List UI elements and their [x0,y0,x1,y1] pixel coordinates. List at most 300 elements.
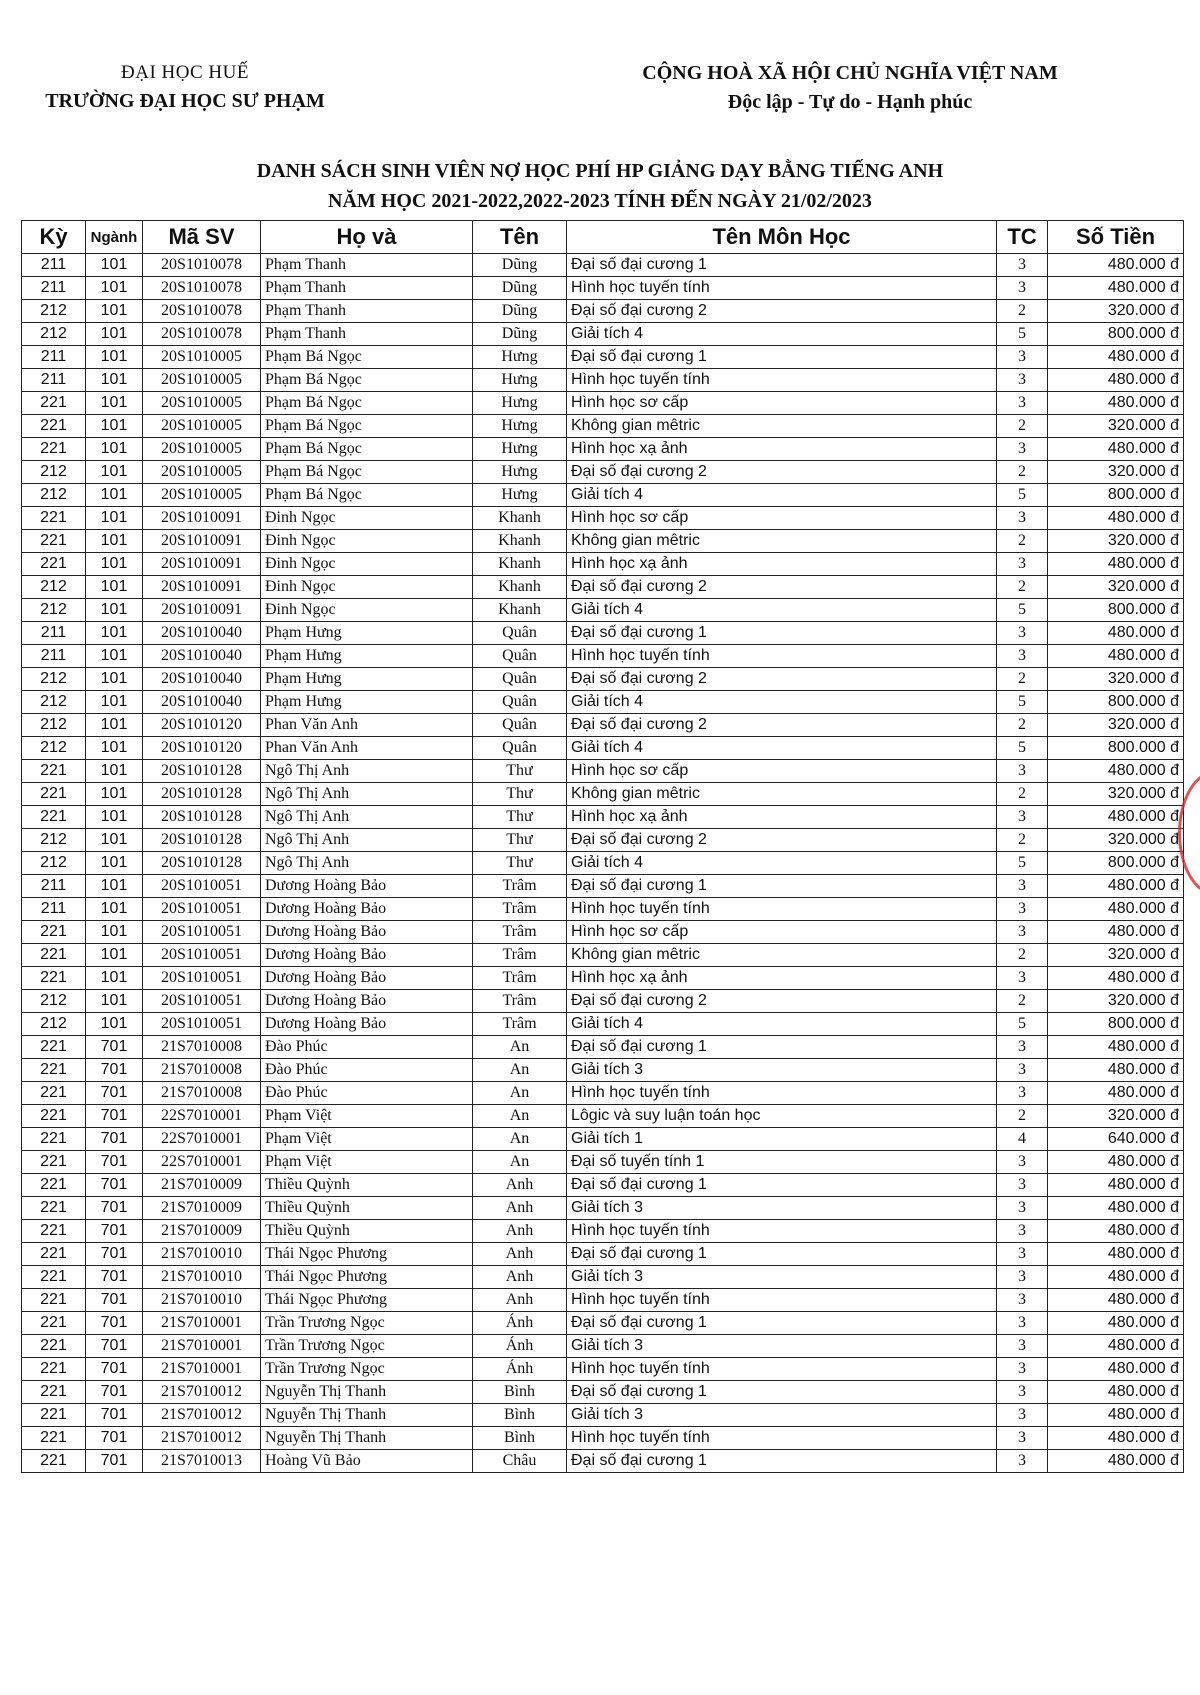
cell-ho-va: Thái Ngọc Phương [261,1289,473,1312]
cell-mon-hoc: Không gian mêtric [567,530,997,553]
cell-ho-va: Phạm Bá Ngọc [261,415,473,438]
cell-nganh: 701 [86,1174,143,1197]
cell-so-tien: 480.000 đ [1048,1220,1184,1243]
cell-mon-hoc: Giải tích 3 [567,1335,997,1358]
cell-ma-sv: 21S7010001 [143,1312,261,1335]
cell-ten: Thư [473,760,567,783]
cell-so-tien: 480.000 đ [1048,1358,1184,1381]
cell-nganh: 101 [86,875,143,898]
cell-nganh: 701 [86,1335,143,1358]
cell-ho-va: Thái Ngọc Phương [261,1243,473,1266]
cell-mon-hoc: Đại số đại cương 2 [567,576,997,599]
cell-tc: 5 [997,1013,1048,1036]
table-row [22,461,1184,484]
cell-mon-hoc: Giải tích 4 [567,691,997,714]
cell-ten: An [473,1128,567,1151]
table-row [22,1059,1184,1082]
cell-nganh: 101 [86,714,143,737]
cell-ky: 221 [22,1128,86,1151]
cell-ky: 212 [22,990,86,1013]
cell-mon-hoc: Đại số đại cương 2 [567,668,997,691]
cell-ky: 221 [22,1220,86,1243]
cell-ky: 221 [22,1059,86,1082]
cell-tc: 2 [997,530,1048,553]
cell-ho-va: Thiều Quỳnh [261,1174,473,1197]
cell-nganh: 701 [86,1358,143,1381]
cell-so-tien: 800.000 đ [1048,484,1184,507]
cell-nganh: 101 [86,461,143,484]
cell-ten: Hưng [473,369,567,392]
cell-so-tien: 480.000 đ [1048,1289,1184,1312]
cell-ma-sv: 20S1010078 [143,277,261,300]
cell-mon-hoc: Đại số đại cương 2 [567,461,997,484]
table-row [22,668,1184,691]
cell-ten: Ánh [473,1335,567,1358]
cell-ten: Anh [473,1174,567,1197]
cell-nganh: 101 [86,553,143,576]
cell-ho-va: Dương Hoàng Bảo [261,1013,473,1036]
cell-ten: Trâm [473,921,567,944]
cell-ho-va: Ngô Thị Anh [261,829,473,852]
cell-tc: 3 [997,967,1048,990]
cell-tc: 5 [997,484,1048,507]
cell-so-tien: 320.000 đ [1048,576,1184,599]
cell-ma-sv: 21S7010008 [143,1082,261,1105]
cell-so-tien: 480.000 đ [1048,806,1184,829]
cell-tc: 3 [997,1151,1048,1174]
cell-ky: 221 [22,921,86,944]
cell-ho-va: Phạm Việt [261,1151,473,1174]
cell-so-tien: 320.000 đ [1048,990,1184,1013]
cell-so-tien: 320.000 đ [1048,944,1184,967]
cell-ma-sv: 20S1010051 [143,967,261,990]
cell-nganh: 101 [86,415,143,438]
cell-tc: 3 [997,1358,1048,1381]
cell-mon-hoc: Đại số đại cương 2 [567,990,997,1013]
cell-ky: 221 [22,1105,86,1128]
cell-ho-va: Phan Văn Anh [261,714,473,737]
cell-so-tien: 320.000 đ [1048,1105,1184,1128]
cell-ten: Trâm [473,990,567,1013]
cell-so-tien: 320.000 đ [1048,714,1184,737]
cell-tc: 3 [997,346,1048,369]
cell-nganh: 101 [86,921,143,944]
cell-tc: 3 [997,760,1048,783]
cell-ma-sv: 20S1010091 [143,530,261,553]
cell-ma-sv: 21S7010001 [143,1358,261,1381]
cell-ho-va: Phạm Bá Ngọc [261,392,473,415]
cell-tc: 5 [997,323,1048,346]
cell-ky: 221 [22,1335,86,1358]
cell-so-tien: 480.000 đ [1048,622,1184,645]
cell-ky: 212 [22,668,86,691]
cell-ho-va: Đinh Ngọc [261,576,473,599]
cell-nganh: 701 [86,1036,143,1059]
cell-ky: 221 [22,1289,86,1312]
cell-so-tien: 320.000 đ [1048,461,1184,484]
cell-ho-va: Đào Phúc [261,1059,473,1082]
cell-ma-sv: 20S1010051 [143,944,261,967]
cell-ky: 221 [22,530,86,553]
cell-tc: 3 [997,1059,1048,1082]
cell-tc: 3 [997,507,1048,530]
cell-tc: 3 [997,1404,1048,1427]
cell-ten: Anh [473,1197,567,1220]
cell-mon-hoc: Hình học xạ ảnh [567,806,997,829]
cell-ho-va: Phạm Bá Ngọc [261,461,473,484]
cell-so-tien: 480.000 đ [1048,1335,1184,1358]
national-header [590,62,1110,114]
cell-nganh: 701 [86,1082,143,1105]
cell-nganh: 101 [86,300,143,323]
cell-ho-va: Phạm Bá Ngọc [261,438,473,461]
cell-mon-hoc: Đại số đại cương 1 [567,1450,997,1473]
cell-ma-sv: 21S7010013 [143,1450,261,1473]
cell-ky: 211 [22,369,86,392]
cell-ky: 212 [22,484,86,507]
cell-tc: 3 [997,806,1048,829]
cell-nganh: 101 [86,323,143,346]
cell-ho-va: Hoàng Vũ Bảo [261,1450,473,1473]
cell-nganh: 101 [86,645,143,668]
cell-ky: 221 [22,1358,86,1381]
cell-ho-va: Phạm Hưng [261,645,473,668]
cell-ho-va: Ngô Thị Anh [261,806,473,829]
cell-ky: 221 [22,1266,86,1289]
table-row [22,277,1184,300]
cell-so-tien: 480.000 đ [1048,1266,1184,1289]
cell-ma-sv: 20S1010005 [143,415,261,438]
cell-ma-sv: 22S7010001 [143,1151,261,1174]
cell-ten: Khanh [473,576,567,599]
cell-ky: 221 [22,806,86,829]
table-row [22,1105,1184,1128]
cell-ho-va: Phạm Bá Ngọc [261,346,473,369]
cell-ten: Anh [473,1266,567,1289]
table-row [22,1174,1184,1197]
cell-ma-sv: 20S1010051 [143,990,261,1013]
cell-ma-sv: 20S1010120 [143,737,261,760]
cell-ma-sv: 21S7010009 [143,1220,261,1243]
cell-mon-hoc: Đại số đại cương 1 [567,622,997,645]
cell-tc: 3 [997,898,1048,921]
cell-ten: An [473,1036,567,1059]
cell-nganh: 701 [86,1266,143,1289]
cell-ho-va: Nguyễn Thị Thanh [261,1381,473,1404]
cell-ten: Bình [473,1381,567,1404]
col-header-ky: Kỳ [22,221,86,254]
cell-mon-hoc: Đại số đại cương 2 [567,714,997,737]
cell-mon-hoc: Không gian mêtric [567,944,997,967]
table-row [22,1036,1184,1059]
table-row [22,1197,1184,1220]
cell-ky: 212 [22,300,86,323]
cell-nganh: 101 [86,898,143,921]
cell-tc: 3 [997,438,1048,461]
cell-ma-sv: 20S1010051 [143,1013,261,1036]
table-row [22,1289,1184,1312]
cell-tc: 2 [997,714,1048,737]
cell-tc: 3 [997,1335,1048,1358]
cell-ma-sv: 21S7010012 [143,1381,261,1404]
cell-so-tien: 480.000 đ [1048,1427,1184,1450]
cell-ho-va: Đào Phúc [261,1082,473,1105]
cell-mon-hoc: Giải tích 4 [567,484,997,507]
table-row [22,1266,1184,1289]
cell-ma-sv: 20S1010128 [143,783,261,806]
cell-ma-sv: 20S1010040 [143,645,261,668]
cell-ma-sv: 20S1010091 [143,553,261,576]
cell-ten: Trâm [473,1013,567,1036]
cell-ma-sv: 21S7010009 [143,1197,261,1220]
cell-mon-hoc: Hình học sơ cấp [567,921,997,944]
cell-nganh: 101 [86,576,143,599]
cell-mon-hoc: Giải tích 3 [567,1197,997,1220]
cell-ten: Quân [473,691,567,714]
cell-ten: Anh [473,1289,567,1312]
cell-so-tien: 800.000 đ [1048,852,1184,875]
cell-ten: Châu [473,1450,567,1473]
cell-nganh: 101 [86,668,143,691]
cell-ma-sv: 20S1010078 [143,323,261,346]
cell-mon-hoc: Hình học sơ cấp [567,507,997,530]
cell-ten: Khanh [473,507,567,530]
cell-mon-hoc: Giải tích 3 [567,1266,997,1289]
cell-mon-hoc: Hình học tuyến tính [567,1220,997,1243]
cell-mon-hoc: Hình học sơ cấp [567,392,997,415]
cell-ky: 211 [22,898,86,921]
cell-ho-va: Phạm Hưng [261,622,473,645]
cell-so-tien: 480.000 đ [1048,898,1184,921]
cell-ma-sv: 21S7010008 [143,1059,261,1082]
cell-so-tien: 320.000 đ [1048,415,1184,438]
cell-ten: Dũng [473,254,567,277]
cell-so-tien: 480.000 đ [1048,1450,1184,1473]
issuer-header [20,62,350,113]
cell-ky: 212 [22,691,86,714]
cell-ma-sv: 21S7010009 [143,1174,261,1197]
cell-tc: 3 [997,1381,1048,1404]
cell-ho-va: Phạm Thanh [261,254,473,277]
cell-ma-sv: 20S1010128 [143,829,261,852]
cell-nganh: 101 [86,484,143,507]
table-row [22,852,1184,875]
cell-ho-va: Trần Trương Ngọc [261,1358,473,1381]
cell-ky: 221 [22,783,86,806]
cell-tc: 3 [997,1427,1048,1450]
table-row [22,530,1184,553]
cell-ma-sv: 22S7010001 [143,1105,261,1128]
cell-ten: Trâm [473,875,567,898]
cell-ma-sv: 20S1010078 [143,300,261,323]
cell-nganh: 701 [86,1197,143,1220]
cell-nganh: 101 [86,967,143,990]
cell-ten: Trâm [473,944,567,967]
cell-ten: Bình [473,1427,567,1450]
table-row [22,553,1184,576]
cell-nganh: 701 [86,1059,143,1082]
table-row [22,1404,1184,1427]
cell-mon-hoc: Giải tích 3 [567,1059,997,1082]
cell-ten: Dũng [473,277,567,300]
cell-ten: Hưng [473,346,567,369]
cell-so-tien: 480.000 đ [1048,1312,1184,1335]
cell-so-tien: 480.000 đ [1048,1036,1184,1059]
cell-tc: 4 [997,1128,1048,1151]
cell-ho-va: Dương Hoàng Bảo [261,944,473,967]
cell-ma-sv: 21S7010008 [143,1036,261,1059]
cell-ky: 221 [22,438,86,461]
cell-ten: Thư [473,852,567,875]
cell-ho-va: Phạm Hưng [261,668,473,691]
cell-ky: 221 [22,1197,86,1220]
cell-tc: 5 [997,691,1048,714]
cell-ky: 221 [22,392,86,415]
cell-nganh: 101 [86,760,143,783]
cell-ky: 221 [22,1312,86,1335]
cell-nganh: 101 [86,737,143,760]
cell-ky: 212 [22,576,86,599]
cell-mon-hoc: Lôgic và suy luận toán học [567,1105,997,1128]
table-row [22,300,1184,323]
cell-ten: Dũng [473,300,567,323]
table-row [22,392,1184,415]
cell-so-tien: 480.000 đ [1048,369,1184,392]
cell-ky: 212 [22,714,86,737]
cell-ky: 211 [22,254,86,277]
cell-mon-hoc: Đại số đại cương 1 [567,1381,997,1404]
col-header-so-tien: Số Tiền [1048,221,1184,254]
cell-so-tien: 800.000 đ [1048,599,1184,622]
table-row [22,1128,1184,1151]
cell-nganh: 101 [86,783,143,806]
cell-ho-va: Phan Văn Anh [261,737,473,760]
cell-ky: 212 [22,323,86,346]
cell-so-tien: 480.000 đ [1048,967,1184,990]
cell-ten: Anh [473,1243,567,1266]
cell-tc: 3 [997,369,1048,392]
cell-nganh: 101 [86,622,143,645]
cell-so-tien: 480.000 đ [1048,1059,1184,1082]
cell-mon-hoc: Giải tích 4 [567,852,997,875]
cell-ho-va: Đinh Ngọc [261,553,473,576]
cell-ten: Khanh [473,553,567,576]
cell-ho-va: Đinh Ngọc [261,530,473,553]
cell-mon-hoc: Hình học tuyến tính [567,369,997,392]
cell-mon-hoc: Giải tích 4 [567,599,997,622]
cell-tc: 2 [997,1105,1048,1128]
table-row [22,921,1184,944]
cell-mon-hoc: Giải tích 1 [567,1128,997,1151]
cell-nganh: 101 [86,944,143,967]
cell-mon-hoc: Đại số đại cương 2 [567,300,997,323]
cell-ky: 211 [22,346,86,369]
cell-tc: 2 [997,944,1048,967]
cell-nganh: 701 [86,1289,143,1312]
col-header-nganh: Ngành [86,221,143,254]
cell-nganh: 101 [86,691,143,714]
cell-ho-va: Thiều Quỳnh [261,1197,473,1220]
cell-ma-sv: 20S1010051 [143,921,261,944]
cell-tc: 5 [997,852,1048,875]
cell-ho-va: Dương Hoàng Bảo [261,875,473,898]
cell-tc: 3 [997,553,1048,576]
cell-so-tien: 800.000 đ [1048,323,1184,346]
table-row [22,1082,1184,1105]
cell-ma-sv: 20S1010040 [143,668,261,691]
cell-ten: Thư [473,829,567,852]
cell-tc: 3 [997,1243,1048,1266]
cell-so-tien: 480.000 đ [1048,553,1184,576]
col-header-ma-sv: Mã SV [143,221,261,254]
cell-tc: 5 [997,737,1048,760]
table-row [22,254,1184,277]
table-row [22,1381,1184,1404]
cell-ten: Trâm [473,967,567,990]
cell-tc: 2 [997,990,1048,1013]
cell-ho-va: Ngô Thị Anh [261,783,473,806]
table-row [22,875,1184,898]
table-row [22,599,1184,622]
cell-ten: An [473,1059,567,1082]
table-row [22,622,1184,645]
cell-mon-hoc: Hình học tuyến tính [567,1082,997,1105]
table-row [22,1151,1184,1174]
cell-tc: 2 [997,300,1048,323]
cell-mon-hoc: Hình học sơ cấp [567,760,997,783]
cell-so-tien: 480.000 đ [1048,875,1184,898]
cell-tc: 2 [997,461,1048,484]
table-row [22,967,1184,990]
cell-nganh: 101 [86,254,143,277]
cell-mon-hoc: Hình học tuyến tính [567,898,997,921]
table-row [22,346,1184,369]
cell-ho-va: Phạm Việt [261,1128,473,1151]
cell-ten: An [473,1105,567,1128]
cell-so-tien: 480.000 đ [1048,1151,1184,1174]
cell-ten: Hưng [473,438,567,461]
cell-ten: An [473,1151,567,1174]
cell-so-tien: 480.000 đ [1048,392,1184,415]
national-motto: Độc lập - Tự do - Hạnh phúc [727,91,973,113]
cell-ma-sv: 21S7010010 [143,1266,261,1289]
cell-ma-sv: 21S7010010 [143,1243,261,1266]
cell-ho-va: Đào Phúc [261,1036,473,1059]
cell-tc: 3 [997,1174,1048,1197]
cell-ky: 212 [22,737,86,760]
cell-tc: 3 [997,1312,1048,1335]
cell-ma-sv: 21S7010001 [143,1335,261,1358]
cell-nganh: 701 [86,1105,143,1128]
cell-nganh: 101 [86,277,143,300]
cell-mon-hoc: Hình học tuyến tính [567,277,997,300]
cell-nganh: 701 [86,1312,143,1335]
cell-ky: 221 [22,1082,86,1105]
cell-ky: 221 [22,967,86,990]
cell-nganh: 101 [86,438,143,461]
cell-ho-va: Trần Trương Ngọc [261,1335,473,1358]
cell-ten: Thư [473,806,567,829]
table-row [22,1243,1184,1266]
cell-ky: 211 [22,645,86,668]
cell-ten: Dũng [473,323,567,346]
table-row [22,576,1184,599]
cell-so-tien: 480.000 đ [1048,254,1184,277]
cell-ho-va: Ngô Thị Anh [261,852,473,875]
cell-ma-sv: 20S1010040 [143,691,261,714]
cell-ma-sv: 20S1010005 [143,346,261,369]
table-row [22,714,1184,737]
